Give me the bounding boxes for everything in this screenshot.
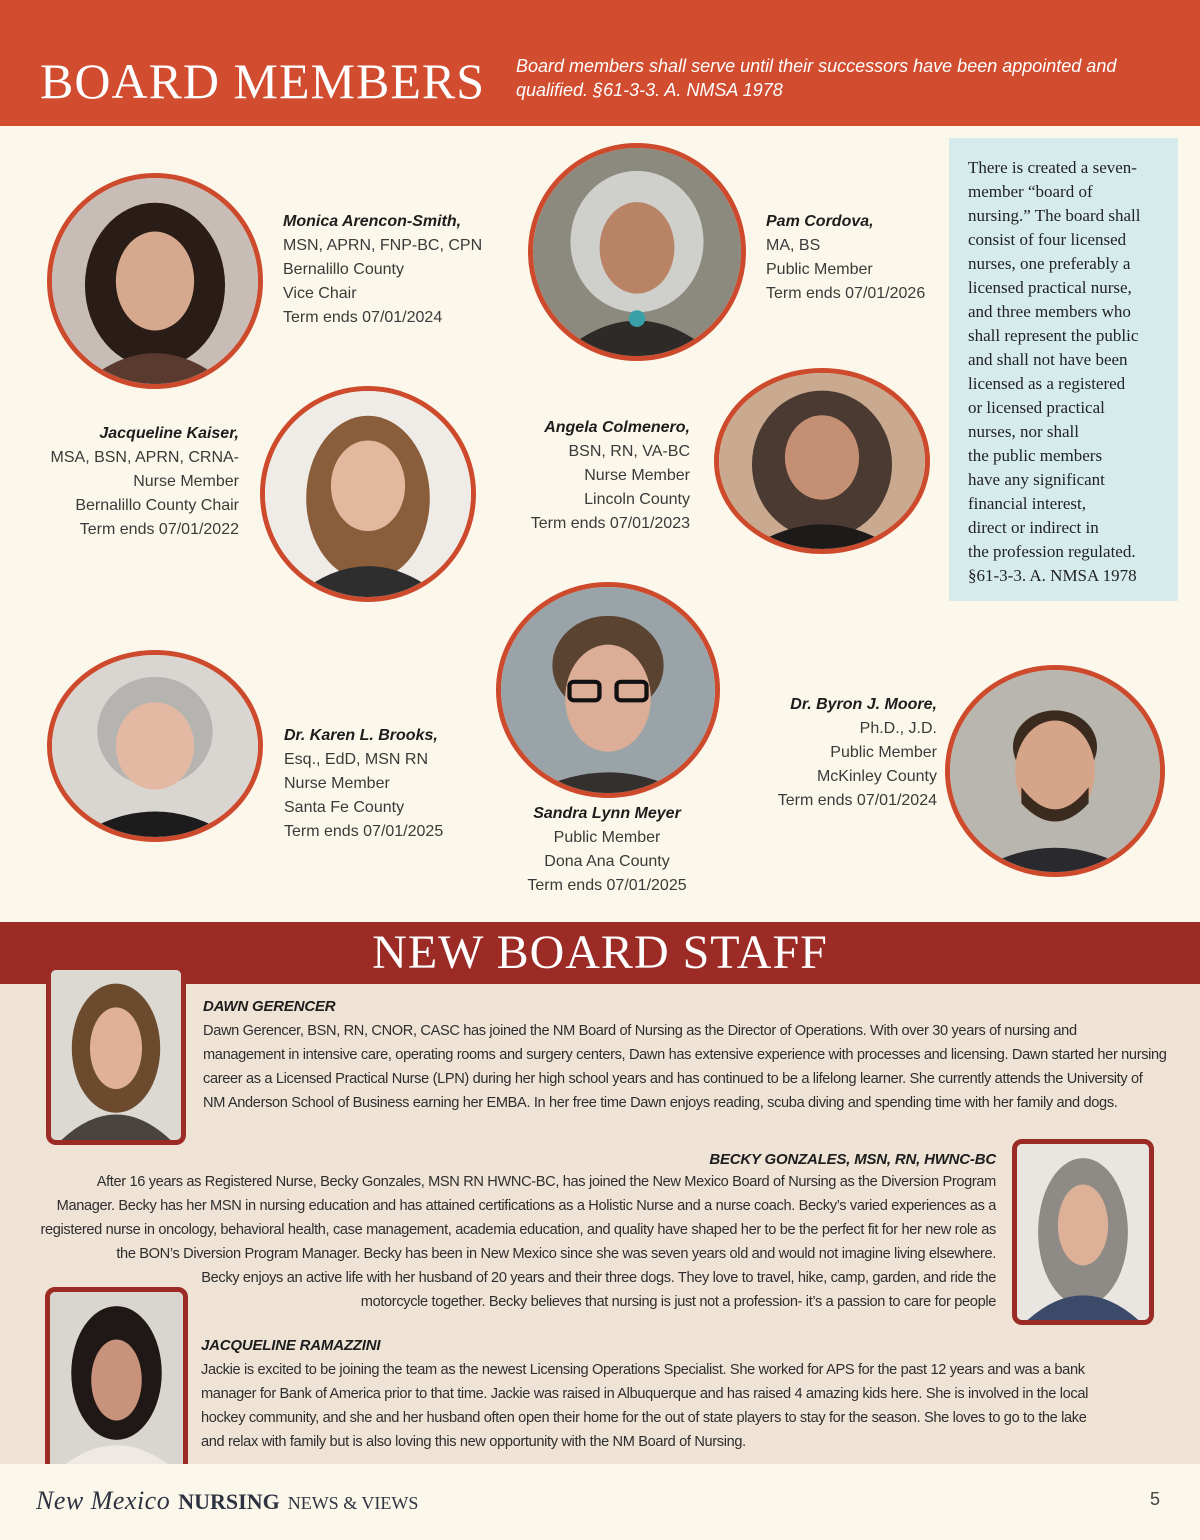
member-detail: Term ends 07/01/2025 <box>284 823 444 840</box>
staff-bio-line: After 16 years as Registered Nurse, Becky Gonzales, MSN RN HWNC-BC, has joined the New Mexico Board of Nursing as the Diversion Program <box>96 1174 996 1190</box>
staff-name: JACQUELINE RAMAZZINI <box>201 1337 381 1354</box>
staff-bio-line: Jackie is excited to be joining the team as the newest Licensing Operations Specialist. She worked for APS for the past 12 years and was a bank <box>201 1362 1085 1378</box>
member-detail: Nurse Member <box>284 775 390 792</box>
staff-bio-line: career as a Licensed Practical Nurse (LPN) during her high school years and has continued to be a lifelong learner. She currently attends the University of <box>203 1071 1143 1087</box>
staff-bio-line: NM Anderson School of Business earning her EMBA. In her free time Dawn enjoys reading, scuba diving and spending time with her family and dogs. <box>203 1095 1118 1111</box>
member-photo-brooks <box>47 650 263 842</box>
member-detail: Dona Ana County <box>544 853 670 870</box>
staff-name: BECKY GONZALES, MSN, RN, HWNC-BC <box>709 1151 996 1168</box>
member-detail: Nurse Member <box>584 467 690 484</box>
member-photo-colmenero <box>714 368 930 554</box>
statute-box <box>949 138 1178 601</box>
member-detail: Term ends 07/01/2024 <box>283 309 443 326</box>
member-info <box>283 210 482 330</box>
staff-name: DAWN GERENCER <box>203 998 336 1015</box>
member-detail: MA, BS <box>766 237 821 254</box>
page-number: 5 <box>1150 1489 1161 1509</box>
staff-photo-gonzales <box>1012 1139 1154 1325</box>
member-photo-arencon-smith <box>47 173 263 389</box>
member-detail: Santa Fe County <box>284 799 405 816</box>
member-detail: BSN, RN, VA-BC <box>568 443 690 460</box>
member-name: Dr. Karen L. Brooks, <box>284 727 438 744</box>
member-name: Angela Colmenero, <box>544 419 690 436</box>
staff-bio-line: hockey community, and she and her husband often open their home for the out of state players to stay for the season. She loves to go to the lake <box>201 1410 1087 1426</box>
member-detail: Public Member <box>766 261 873 278</box>
staff-photo-ramazzini <box>45 1287 188 1473</box>
staff-bio-line: registered nurse in oncology, behavioral health, case management, academia education, and quality have shaped her to be the perfect fit for her new role as <box>40 1222 996 1238</box>
member-name: Pam Cordova, <box>766 213 874 230</box>
member-photo-meyer <box>496 582 720 798</box>
member-detail: Term ends 07/01/2022 <box>79 521 239 538</box>
staff-bio <box>203 1019 1167 1115</box>
member-info <box>284 724 443 844</box>
member-detail: Term ends 07/01/2024 <box>777 792 937 809</box>
member-detail: Term ends 07/01/2023 <box>530 515 690 532</box>
member-detail: Public Member <box>553 829 661 846</box>
staff-bio <box>201 1358 1088 1454</box>
member-name: Jacqueline Kaiser, <box>99 425 239 442</box>
staff-bio-line: management in intensive care, operating rooms and surgery centers, Dawn has extensive experience with processes and licensing. Dawn started her nursing <box>203 1047 1167 1063</box>
header-note-line: Board members shall serve until their successors have been appointed and <box>516 56 1117 76</box>
member-info <box>766 210 925 306</box>
statute-line: licensed practical nurse, <box>968 278 1132 297</box>
statute-line: member “board of <box>968 182 1093 201</box>
statute-line: licensed as a registered <box>968 374 1126 393</box>
member-detail: Bernalillo County <box>283 261 404 278</box>
statute-line: and shall not have been <box>968 350 1128 369</box>
staff-bio-line: manager for Bank of America prior to that time. Jackie was raised in Albuquerque and has raised 4 amazing kids here. She is involved in the local <box>201 1386 1088 1402</box>
member-info <box>51 422 239 542</box>
member-detail: MSN, APRN, FNP-BC, CPN <box>283 237 483 254</box>
member-detail: Bernalillo County Chair <box>75 497 239 514</box>
statute-line: §61-3-3. A. NMSA 1978 <box>968 566 1137 585</box>
statute-line: shall represent the public <box>968 326 1139 345</box>
member-detail: Ph.D., J.D. <box>859 720 937 737</box>
member-detail: Public Member <box>830 744 937 761</box>
member-detail: Esq., EdD, MSN RN <box>284 751 429 768</box>
member-photo-moore <box>945 665 1165 877</box>
statute-line: financial interest, <box>968 494 1087 513</box>
staff-photo-gerencer <box>46 965 186 1145</box>
member-info <box>531 416 690 536</box>
member-info <box>500 802 714 898</box>
member-photo-cordova <box>528 143 746 361</box>
staff-bio-line: motorcycle together. Becky believes that nursing is just not a profession- it’s a passion to care for people <box>360 1294 996 1310</box>
staff-bio-line: Dawn Gerencer, BSN, RN, CNOR, CASC has joined the NM Board of Nursing as the Director of Operations. With over 30 years of nursing and <box>203 1023 1077 1039</box>
staff-section-title: NEW BOARD STAFF <box>372 926 828 979</box>
staff-bio-line: and relax with family but is also loving this new opportunity with the NM Board of Nursing. <box>201 1434 746 1450</box>
member-detail: McKinley County <box>816 768 937 785</box>
staff-bio-line: Becky enjoys an active life with her husband of 20 years and their three dogs. They love to travel, hike, camp, garden, and ride the <box>201 1270 996 1286</box>
member-detail: Vice Chair <box>283 285 357 302</box>
statute-line: have any significant <box>968 470 1105 489</box>
page-title: BOARD MEMBERS <box>40 53 486 109</box>
brand-script: New Mexico <box>36 1486 171 1515</box>
statute-line: direct or indirect in <box>968 518 1099 537</box>
member-name: Sandra Lynn Meyer <box>533 805 681 822</box>
statute-line: or licensed practical <box>968 398 1105 417</box>
staff-bio-line: the BON’s Diversion Program Manager. Becky has been in New Mexico since she was seven years old and would not imagine living elsewhere. <box>116 1246 996 1262</box>
member-detail: Nurse Member <box>133 473 239 490</box>
header-note <box>516 54 1156 102</box>
member-name: Dr. Byron J. Moore, <box>790 696 937 713</box>
statute-line: There is created a seven- <box>968 158 1137 177</box>
staff-bio-line: Manager. Becky has her MSN in nursing education and has attained certifications as a Holistic Nurse and a nurse coach. Becky’s varied experiences as a <box>56 1198 996 1214</box>
header-note-line: qualified. §61-3-3. A. NMSA 1978 <box>516 80 783 100</box>
publication-logo <box>36 1486 418 1516</box>
member-info <box>778 693 937 813</box>
member-detail: Term ends 07/01/2026 <box>766 285 926 302</box>
brand-nursing: NURSING <box>178 1489 280 1514</box>
member-detail: Term ends 07/01/2025 <box>527 877 687 894</box>
member-photo-kaiser <box>260 386 476 602</box>
statute-line: nurses, one preferably a <box>968 254 1131 273</box>
statute-line: nurses, nor shall <box>968 422 1079 441</box>
member-name: Monica Arencon-Smith, <box>283 213 462 230</box>
statute-line: consist of four licensed <box>968 230 1127 249</box>
brand-news: NEWS & VIEWS <box>287 1493 419 1513</box>
member-detail: Lincoln County <box>584 491 690 508</box>
statute-line: and three members who <box>968 302 1131 321</box>
statute-line: the profession regulated. <box>968 542 1136 561</box>
statute-line: the public members <box>968 446 1103 465</box>
statute-line: nursing.” The board shall <box>968 206 1141 225</box>
member-detail: MSA, BSN, APRN, CRNA- <box>50 449 239 466</box>
